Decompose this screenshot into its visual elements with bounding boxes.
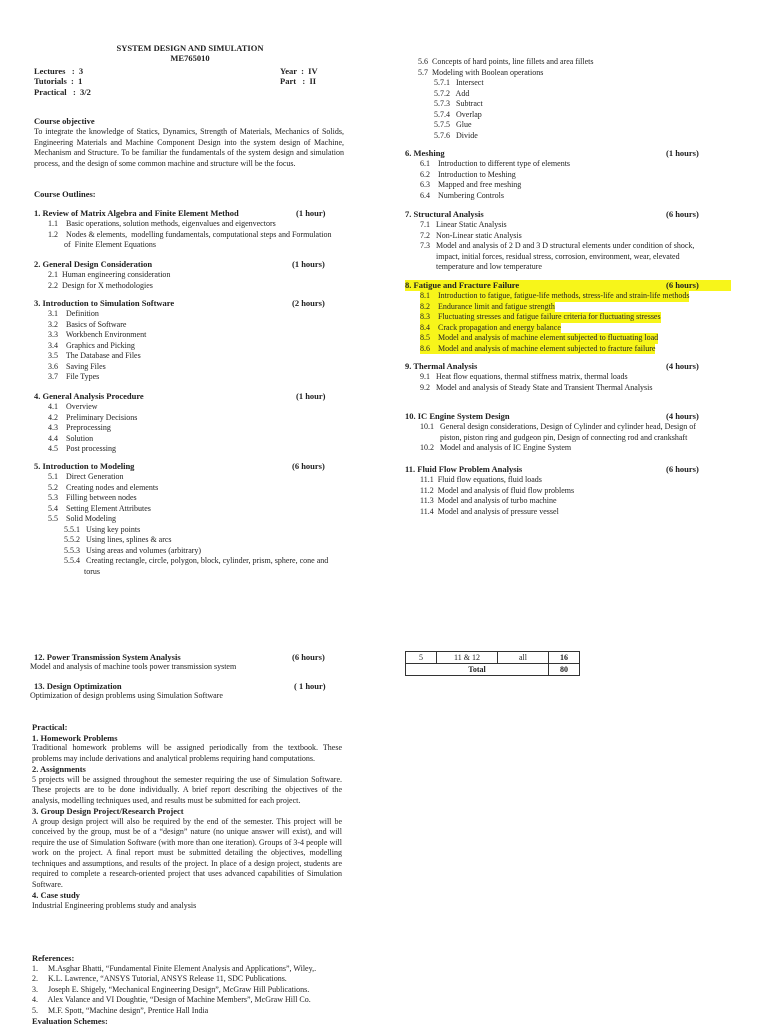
list-item: torus (48, 566, 100, 576)
list-item: 8.3 Fluctuating stresses and fatigue failure criteria for fluctuating stresses (420, 312, 661, 321)
evaluation-table (405, 651, 580, 676)
section-hours: (1 hour) (296, 391, 326, 401)
list-item: 11.2 Model and analysis of fluid flow problems (420, 485, 575, 495)
section-title: 1. Review of Matrix Algebra and Finite Element Method (34, 208, 239, 218)
section-hours: (4 hours) (666, 361, 699, 371)
table-cell: 11 & 12 (437, 652, 498, 664)
list-item: 9.1 Heat flow equations, thermal stiffness matrix, thermal loads (420, 372, 628, 381)
practical-section (32, 722, 342, 911)
practical-item-title: 1. Homework Problems (32, 732, 118, 743)
list-item: 3.7 File Types (48, 372, 100, 381)
part: Part : II (280, 76, 317, 86)
list-item: 10.1 General design considerations, Design of Cylinder and cylinder head, Design of (420, 422, 696, 431)
reference-item: 5. M.F. Spott, “Machine design”, Prentice Hall India (32, 1005, 209, 1015)
list-item: 5.4 Setting Element Attributes (48, 503, 151, 513)
references-section (32, 953, 372, 1027)
list-item: 4.3 Preprocessing (48, 423, 111, 432)
list-item: 8.2 Endurance limit and fatigue strength (420, 301, 555, 311)
list-item: 6.2 Introduction to Meshing (420, 169, 516, 179)
list-item: 4.1 Overview (48, 402, 98, 411)
list-item: 5.2 Creating nodes and elements (48, 482, 159, 492)
practical-item-text: Traditional homework problems will be assigned periodically from the textbook. These problems may include derivations and analytical problems requiring hand computations. (32, 743, 342, 763)
section-title: 5. Introduction to Modeling (34, 461, 135, 471)
reference-item: 1. M.Asghar Bhatti, “Fundamental Finite Element Analysis and Applications”, Wiley,. (32, 963, 317, 973)
list-item: 9.2 Model and analysis of Steady State and Transient Thermal Analysis (420, 382, 653, 392)
list-item: 5.7.3 Subtract (418, 99, 483, 108)
section-hours: (2 hours) (292, 298, 325, 308)
list-item: 4.2 Preliminary Decisions (48, 412, 138, 422)
practical-item-title: 3. Group Design Project/Research Project (32, 806, 184, 816)
list-item: of Finite Element Equations (48, 240, 156, 249)
list-item: 1.2 Nodes & elements, modelling fundamentals, computational steps and Formulation (48, 229, 332, 239)
section-title: 4. General Analysis Procedure (34, 391, 144, 401)
section-hours: (6 hours) (666, 464, 699, 474)
practical-item-title: 2. Assignments (32, 764, 86, 774)
list-item: 3.1 Definition (48, 309, 99, 318)
list-item: 3.3 Workbench Environment (48, 330, 147, 339)
list-item: 3.4 Graphics and Picking (48, 340, 135, 350)
list-item: 5.7.6 Divide (418, 130, 478, 140)
list-item: 4.4 Solution (48, 433, 94, 443)
doc-title: SYSTEM DESIGN AND SIMULATION (116, 43, 264, 53)
list-item: 3.6 Saving Files (48, 361, 106, 371)
list-item: 5.1 Direct Generation (48, 472, 124, 481)
section13-hours: ( 1 hour) (294, 681, 326, 691)
section12-text: Model and analysis of machine tools power transmission system (30, 662, 237, 671)
reference-item: 4. Alex Valance and VI Doughtie, “Design of Machine Members”, McGraw Hill Co. (32, 995, 311, 1004)
section-title: 2. General Design Consideration (34, 259, 153, 269)
year: Year : IV (280, 66, 318, 76)
section-title: 7. Structural Analysis (405, 209, 484, 219)
list-item: 3.5 The Database and Files (48, 351, 141, 360)
reference-item: 2. K.L. Lawrence, “ANSYS Tutorial, ANSYS Release 11, SDC Publications. (32, 974, 287, 983)
list-item: 5.7.5 Glue (418, 120, 472, 129)
section-hours: (6 hours) (666, 280, 699, 290)
evaluation-heading: Evaluation Schemes: (32, 1016, 108, 1026)
list-item: 5.5.4 Creating rectangle, circle, polygon, block, cylinder, prism, sphere, cone and (48, 556, 329, 565)
list-item: 8.1 Introduction to fatigue, fatigue-life methods, stress-life and strain-life methods (420, 291, 690, 300)
list-item: 11.3 Model and analysis of turbo machine (420, 496, 557, 505)
list-item: 5.5.2 Using lines, splines & arcs (48, 535, 172, 544)
section-title: 11. Fluid Flow Problem Analysis (405, 464, 523, 474)
list-item: 6.3 Mapped and free meshing (420, 180, 522, 189)
section-hours: (4 hours) (666, 411, 699, 421)
table-row (406, 664, 580, 676)
list-item: 5.6 Concepts of hard points, line fillets and area fillets (418, 57, 594, 66)
course-code: ME765010 (170, 53, 210, 63)
list-item: temperature and low temperature (420, 262, 542, 271)
section13-text: Optimization of design problems using Simulation Software (30, 691, 223, 700)
section-hours: (1 hours) (292, 259, 325, 269)
table-cell: 16 (549, 652, 580, 664)
list-item: 5.5.1 Using key points (48, 524, 141, 534)
lectures: Lectures : 3 (34, 66, 84, 76)
practical-item-text: A group design project will also be required by the end of the semester. This project will be conceived by the group, must be of a “design” nature (no unique answer will exist), and will require the use of Simulation Software (with more than one iteration). Groups of 3-4 people will work on the project. A final report must be submitted detailing the objectives, modelling techniques and assumptions, and results of the project. In place of a design project, students are required to complete a research-oriented project that uses advanced capabilities of Simulation Software. (32, 816, 342, 889)
list-item: impact, initial forces, residual stress, corrosion, environment, wear, elevated (420, 251, 680, 261)
total-value: 80 (549, 664, 580, 676)
list-item: 5.7.4 Overlap (418, 109, 482, 119)
list-item: 4.5 Post processing (48, 444, 116, 453)
list-item: 11.1 Fluid flow equations, fluid loads (420, 475, 542, 484)
table-row (406, 652, 580, 664)
section13-title: 13. Design Optimization (34, 681, 122, 691)
section-hours: (1 hour) (296, 208, 326, 218)
reference-item: 3. Joseph E. Shigely, “Mechanical Engineering Design”, McGraw Hill Publications. (32, 984, 310, 994)
objective-text: To integrate the knowledge of Statics, Dynamics, Strength of Materials, Mechanics of Solids, Engineering Materials and Machine Component Design into the system design of Machine, Mechanism and Structure. To be familiar the fundamentals of the system design and simulation process, and the design of some common machine and structure will be the focus. (34, 127, 344, 168)
list-item: 7.1 Linear Static Analysis (420, 220, 507, 229)
list-item: 11.4 Model and analysis of pressure vessel (420, 506, 559, 516)
list-item: 5.5 Solid Modeling (48, 514, 117, 523)
practical-hours: Practical : 3/2 (34, 87, 91, 97)
list-item: 2.1 Human engineering consideration (48, 270, 171, 279)
table-cell: all (498, 652, 549, 664)
section-title: 10. IC Engine System Design (405, 411, 510, 421)
total-label: Total (406, 664, 549, 676)
practical-item-title: 4. Case study (32, 890, 80, 900)
objective-heading: Course objective (34, 116, 95, 126)
section-title: 8. Fatigue and Fracture Failure (405, 280, 731, 291)
list-item: 5.5.3 Using areas and volumes (arbitrary) (48, 545, 202, 555)
list-item: 10.2 Model and analysis of IC Engine System (420, 443, 572, 452)
list-item: 6.4 Numbering Controls (420, 190, 504, 200)
list-item: 1.1 Basic operations, solution methods, eigenvalues and eigenvectors (48, 219, 276, 228)
list-item: 6.1 Introduction to different type of elements (420, 159, 571, 168)
list-item: 5.3 Filling between nodes (48, 493, 137, 502)
list-item: 5.7.2 Add (418, 88, 470, 98)
section-title: 9. Thermal Analysis (405, 361, 478, 371)
section-title: 6. Meshing (405, 148, 445, 158)
section-title: 3. Introduction to Simulation Software (34, 298, 175, 308)
list-item: 8.5 Model and analysis of machine element subjected to fluctuating load (420, 333, 659, 342)
list-item: 7.2 Non-Linear static Analysis (420, 230, 522, 240)
list-item: 8.4 Crack propagation and energy balance (420, 322, 561, 332)
section-hours: (6 hours) (666, 209, 699, 219)
section12-title: 12. Power Transmission System Analysis (34, 652, 181, 662)
list-item: 7.3 Model and analysis of 2 D and 3 D structural elements under condition of shock, (420, 241, 695, 250)
section-hours: (1 hours) (666, 148, 699, 158)
tutorials: Tutorials : 1 (34, 76, 83, 86)
practical-heading: Practical: (32, 722, 68, 732)
list-item: 5.7 Modeling with Boolean operations (418, 67, 544, 77)
list-item: 3.2 Basics of Software (48, 319, 127, 329)
list-item: 8.6 Model and analysis of machine element subjected to fracture failure (420, 343, 656, 353)
practical-item-text: 5 projects will be assigned throughout the semester requiring the use of Simulation Software. These projects are to be done individually. A brief report describing the objectives of the analysis, modelling techniques used, and results must be submitted for each project. (32, 774, 342, 805)
table-cell: 5 (406, 652, 437, 664)
list-item: 2.2 Design for X methodologies (48, 280, 153, 290)
outlines-heading: Course Outlines: (34, 189, 96, 199)
practical-item-text: Industrial Engineering problems study and analysis (32, 900, 197, 910)
section-hours: (6 hours) (292, 461, 325, 471)
section12-hours: (6 hours) (292, 652, 325, 662)
list-item: piston, piston ring and gudgeon pin, Design of connecting rod and crankshaft (420, 432, 688, 442)
references-heading: References: (32, 953, 75, 963)
list-item: 5.7.1 Intersect (418, 78, 484, 87)
